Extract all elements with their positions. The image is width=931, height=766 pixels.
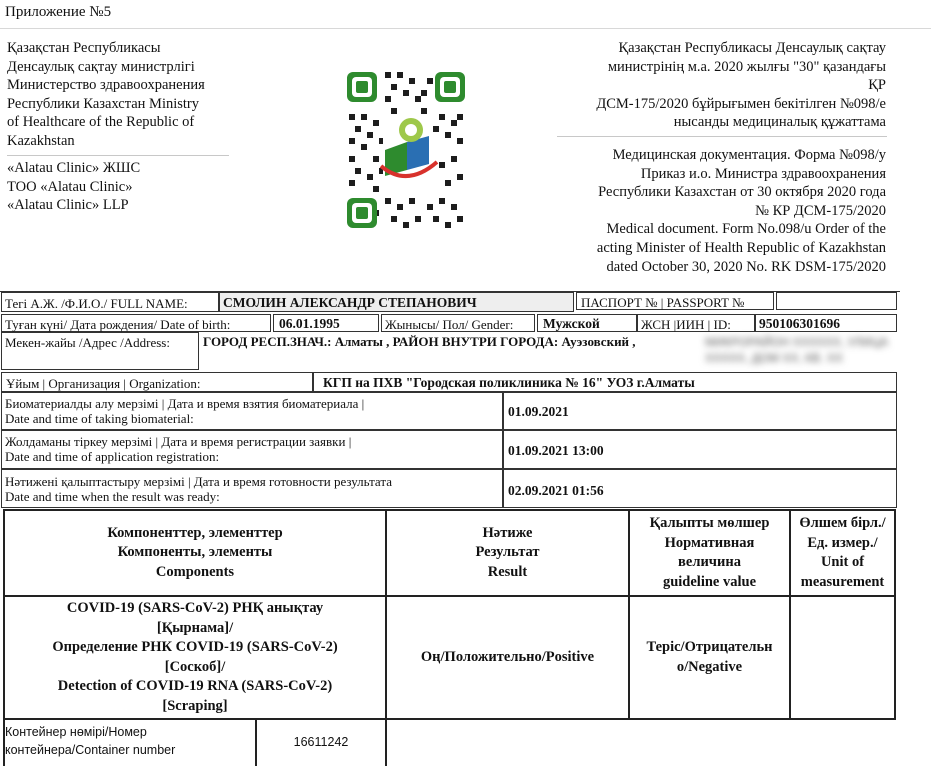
address-label-cell <box>1 332 199 370</box>
component-line: [Қырнама]/ <box>156 619 234 636</box>
left-org-block <box>7 39 237 151</box>
dob-label-cell <box>1 314 271 332</box>
order-line: Медицинская документация. Форма №098/у <box>612 147 886 163</box>
gender-label: Жынысы/ Пол/ Gender: <box>385 317 514 332</box>
org-value-cell <box>313 372 897 392</box>
date-label-line: Date and time of application registration: <box>5 449 220 464</box>
biomaterial-date: 01.09.2021 <box>508 404 569 419</box>
header-line: Нәтиже <box>482 524 533 541</box>
header-components <box>3 509 387 597</box>
header-line: Результат <box>475 544 540 561</box>
right-order-kz <box>540 39 886 132</box>
date-label-cell <box>1 392 503 430</box>
order-line: Қазақстан Республикасы Денсаулық сақтау <box>618 40 886 56</box>
order-line: Приказ и.о. Министра здравоохранения <box>640 165 886 182</box>
component-line: [Scraping] <box>162 697 228 714</box>
component-line: [Соскоб]/ <box>164 658 226 675</box>
component-line: Detection of COVID-19 RNA (SARS-CoV-2) <box>57 678 333 694</box>
top-divider <box>0 28 931 29</box>
order-line: Республики Казахстан от 30 октября 2020 года <box>598 184 886 201</box>
header-line: Result <box>487 563 528 580</box>
unit-cell <box>789 595 896 720</box>
gender-value-cell <box>537 314 637 332</box>
result-ready-date: 02.09.2021 01:56 <box>508 483 604 498</box>
left-org-line: Kazakhstan <box>7 132 75 149</box>
name-label-cell <box>1 292 219 312</box>
order-line: министрінің м.а. 2020 жылғы "30" қазандағы <box>607 58 886 75</box>
left-org-line: Республики Казахстан Ministry <box>7 95 199 112</box>
header-line: величина <box>678 554 741 570</box>
qr-modules <box>347 72 465 228</box>
guideline-cell <box>628 595 791 720</box>
header-line: Компоненты, элементы <box>117 544 273 561</box>
date-label-cell <box>1 430 503 469</box>
registration-date: 01.09.2021 13:00 <box>508 443 604 458</box>
dob-label: Туған күні/ Дата рождения/ Date of birth: <box>5 317 231 332</box>
header-guideline <box>628 509 791 597</box>
header-line: measurement <box>800 573 885 590</box>
date-value-cell <box>503 392 897 430</box>
test-result: Оң/Положительно/Positive <box>420 648 595 665</box>
header-line: Unit of <box>820 554 865 570</box>
container-number: 16611242 <box>293 735 349 749</box>
date-label-line: Date and time of taking biomaterial: <box>5 411 194 426</box>
date-value-cell <box>503 469 897 508</box>
header-line: Қалыпты мөлшер <box>649 515 770 531</box>
iin-value-cell <box>755 314 897 332</box>
header-result <box>385 509 630 597</box>
header-line: Нормативная <box>664 534 755 551</box>
passport-label: ПАСПОРТ № | PASSPORT № <box>581 295 745 310</box>
date-value-cell <box>503 430 897 469</box>
org-value: КГП на ПХВ "Городская поликлиника № 16" УОЗ г.Алматы <box>323 375 695 390</box>
appendix-title: Приложение №5 <box>5 4 112 20</box>
address-label: Мекен-жайы /Адрес /Address: <box>5 335 170 350</box>
component-line: Определение РНК COVID-19 (SARS-CoV-2) <box>52 639 338 655</box>
passport-value-cell <box>776 292 897 310</box>
container-value-cell <box>257 722 385 762</box>
qr-code <box>345 70 467 232</box>
date-label-cell <box>1 469 503 508</box>
header-line: Components <box>155 563 235 580</box>
left-divider <box>7 155 229 156</box>
component-cell <box>3 595 387 720</box>
container-label <box>5 723 255 759</box>
clinic-line: ТОО «Alatau Clinic» <box>7 178 133 195</box>
date-label-line: Date and time when the result was ready: <box>5 489 220 504</box>
date-label-line: Биоматериалды алу мерзімі | Дата и время взятия биоматериала | <box>5 396 365 411</box>
dob-value-cell <box>273 314 379 332</box>
order-line: ҚР <box>868 77 886 94</box>
order-line: acting Minister of Health Republic of Kazakhstan <box>596 239 886 256</box>
address-value-cell <box>203 333 703 351</box>
container-label-line: Контейнер нөмірі/Номер <box>5 725 147 739</box>
gender-label-cell <box>381 314 535 332</box>
order-line: dated October 30, 2020 No. RK DSM-175/2020 <box>606 258 886 275</box>
header-line: guideline value <box>662 573 757 590</box>
address-hidden-text: МИКРОРАЙОН ХХХХХХ, УЛИЦА ХХХХХ, ДОМ ХХ, КВ. ХХ <box>705 335 889 365</box>
patient-name: СМОЛИН АЛЕКСАНДР СТЕПАНОВИЧ <box>223 295 477 310</box>
container-label-line: контейнера/Container number <box>5 743 176 757</box>
iin-label: ЖСН |ИИН | ID: <box>641 317 731 332</box>
result-cell <box>385 595 630 720</box>
header-line: Компоненттер, элементтер <box>107 524 283 541</box>
date-label-line: Жолдаманы тіркеу мерзімі | Дата и время регистрации заявки | <box>5 434 352 449</box>
iin-label-cell <box>637 314 755 332</box>
iin-value: 950106301696 <box>759 316 840 331</box>
left-org-line: Қазақстан Республикасы <box>7 40 161 56</box>
header-unit <box>789 509 896 597</box>
left-org-line: Денсаулық сақтау министрлігі <box>7 58 195 75</box>
org-label: Ұйым | Организация | Organization: <box>6 376 201 391</box>
clinic-block <box>7 159 237 215</box>
clinic-logo-icon <box>381 114 437 186</box>
guideline-line: Теріс/Отрицательн <box>646 639 773 655</box>
name-value-cell <box>219 292 574 312</box>
name-label: Тегі А.Ж. /Ф.И.О./ FULL NAME: <box>5 296 188 311</box>
component-line: COVID-19 (SARS-CoV-2) РНҚ анықтау <box>66 600 324 616</box>
order-line: нысанды медициналық құжаттама <box>673 114 886 131</box>
clinic-line: «Alatau Clinic» ЖШС <box>7 160 141 176</box>
header-line: Өлшем бірл./ <box>799 515 886 531</box>
gender-value: Мужской <box>543 316 600 331</box>
address-hidden <box>705 334 905 368</box>
guideline-line: о/Negative <box>676 658 743 675</box>
left-org-line: Министерство здравоохранения <box>7 77 205 94</box>
order-line: Medical document. Form No.098/u Order of the <box>606 221 886 238</box>
right-order-ru-en <box>540 146 886 276</box>
org-label-cell <box>1 372 313 392</box>
header-line: Ед. измер./ <box>807 534 878 551</box>
order-line: ДСМ-175/2020 бұйрығымен бекітілген №098/е <box>596 95 886 112</box>
passport-label-cell <box>576 292 774 310</box>
clinic-line: «Alatau Clinic» LLP <box>7 197 129 214</box>
order-line: № КР ДСМ-175/2020 <box>755 202 886 219</box>
dob-value: 06.01.1995 <box>279 316 340 331</box>
date-label-line: Нәтижені қалыптастыру мерзімі | Дата и время готовности результата <box>5 474 392 489</box>
left-org-line: of Healthcare of the Republic of <box>7 114 195 131</box>
address-value: ГОРОД РЕСП.ЗНАЧ.: Алматы , РАЙОН ВНУТРИ ГОРОДА: Ауэзовский , <box>203 334 636 349</box>
right-divider <box>557 136 887 137</box>
